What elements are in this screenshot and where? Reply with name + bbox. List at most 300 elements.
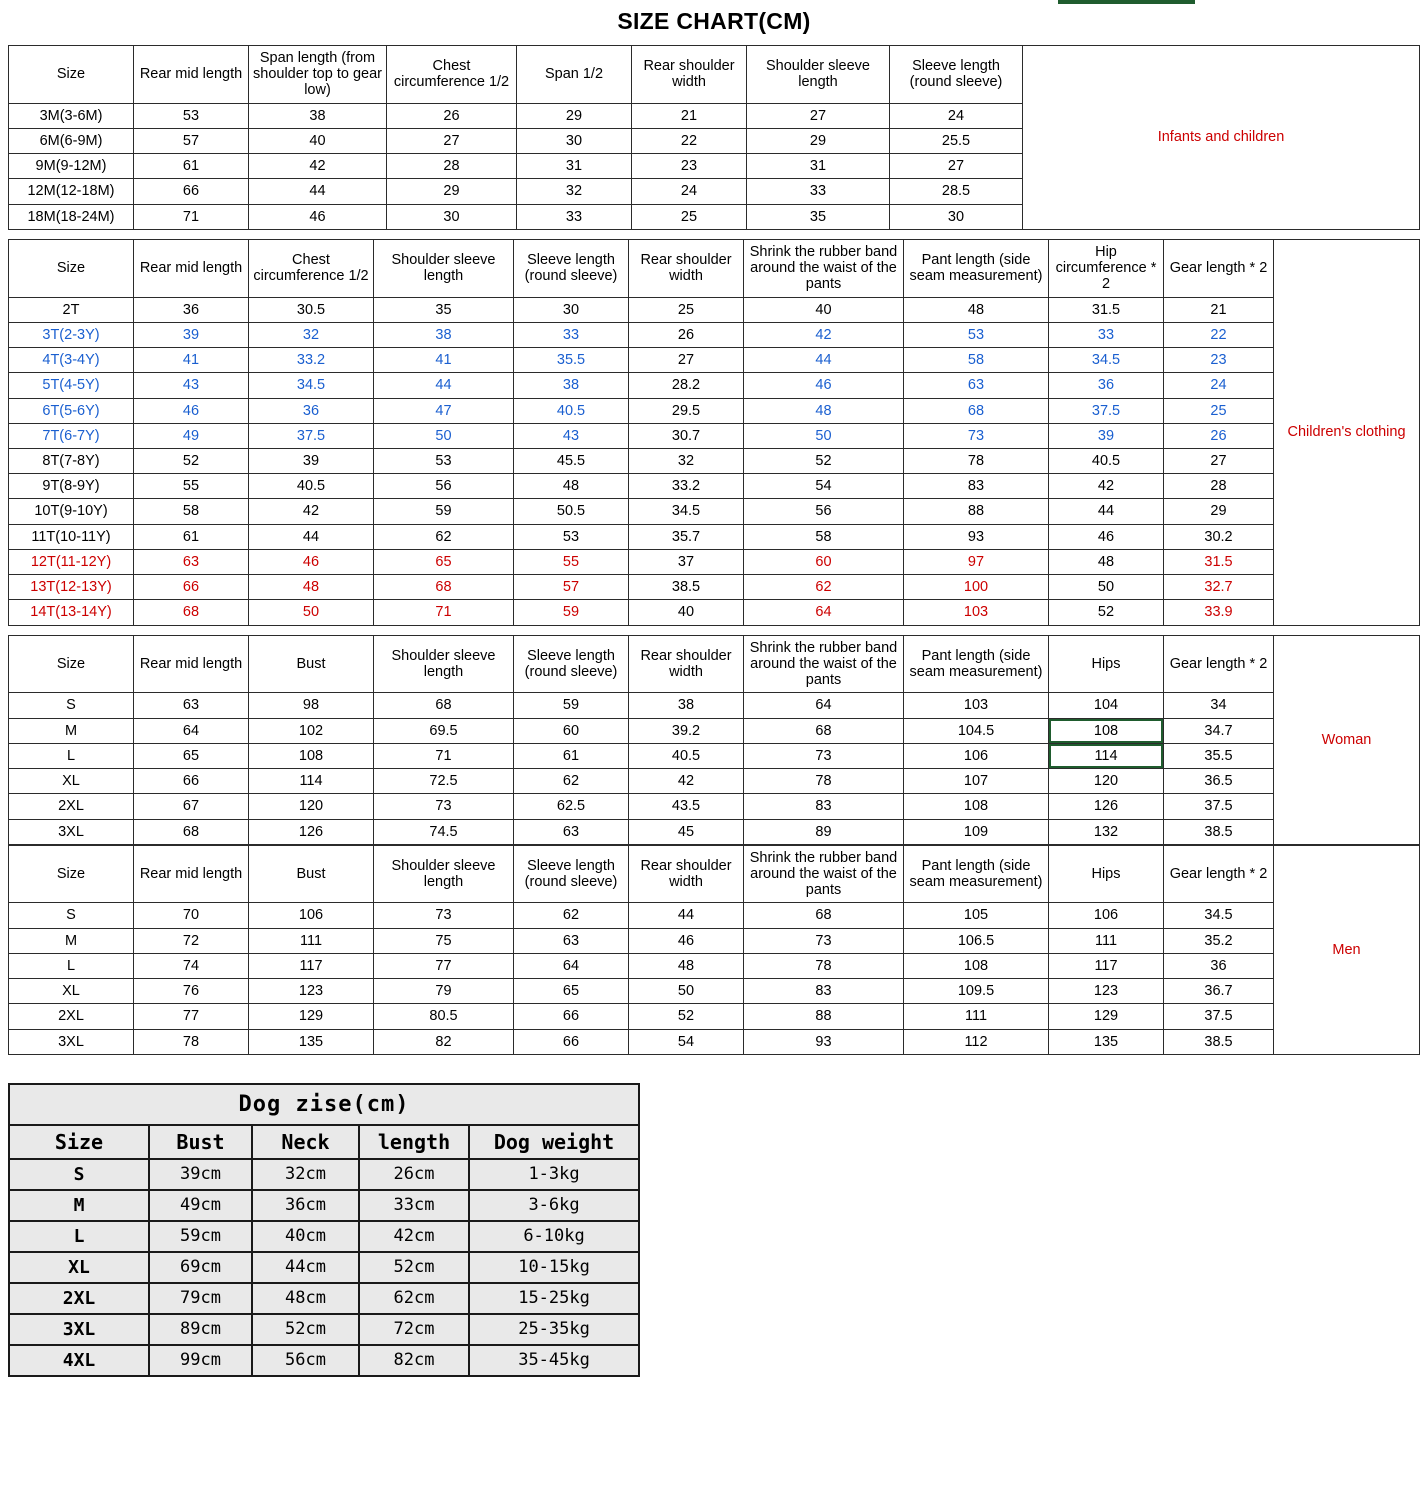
table-cell: 40.5 [514, 398, 629, 423]
table-row [9, 903, 1420, 928]
table-cell: 108 [249, 743, 374, 768]
table-cell: 123 [249, 979, 374, 1004]
table-row [9, 928, 1420, 953]
table-cell: 66 [514, 1029, 629, 1054]
table-cell: 63 [514, 819, 629, 844]
table-cell: 68 [904, 398, 1049, 423]
table-cell: 24 [890, 103, 1023, 128]
table-cell: 66 [134, 575, 249, 600]
table-cell: 78 [904, 448, 1049, 473]
column-header: Rear shoulder width [629, 845, 744, 903]
table-cell: 129 [1049, 1004, 1164, 1029]
table-cell: 34.5 [1049, 348, 1164, 373]
table-cell: 9T(8-9Y) [9, 474, 134, 499]
table-cell: 55 [514, 549, 629, 574]
table-cell: 73 [374, 794, 514, 819]
table-cell: 46 [1049, 524, 1164, 549]
table-cell: XL [9, 1252, 149, 1283]
table-cell: 111 [1049, 928, 1164, 953]
table-cell: 57 [134, 128, 249, 153]
table-cell: 36.7 [1164, 979, 1274, 1004]
table-cell: 117 [249, 953, 374, 978]
table-cell: 28.5 [890, 179, 1023, 204]
table-cell: XL [9, 769, 134, 794]
table-cell: 80.5 [374, 1004, 514, 1029]
table-cell: 97 [904, 549, 1049, 574]
table-cell: 27 [890, 154, 1023, 179]
table-cell: 50 [1049, 575, 1164, 600]
column-header: Span 1/2 [517, 46, 632, 104]
table-cell: 40.5 [629, 743, 744, 768]
table-cell: 10T(9-10Y) [9, 499, 134, 524]
table-cell: 2T [9, 297, 134, 322]
table-row [9, 297, 1420, 322]
table-row [9, 1190, 639, 1221]
table-row [9, 718, 1420, 743]
table-cell: 72 [134, 928, 249, 953]
table-cell: 27 [747, 103, 890, 128]
table-cell: 107 [904, 769, 1049, 794]
table-cell: 3XL [9, 819, 134, 844]
table-cell: 22 [1164, 322, 1274, 347]
table-cell: 106 [249, 903, 374, 928]
column-header: Rear mid length [134, 845, 249, 903]
table-cell: 120 [249, 794, 374, 819]
table-cell: 45.5 [514, 448, 629, 473]
table-cell: 71 [374, 600, 514, 625]
column-header: Sleeve length (round sleeve) [890, 46, 1023, 104]
table-cell: 57 [514, 575, 629, 600]
table-cell: 38 [514, 373, 629, 398]
table-cell: 89cm [149, 1314, 252, 1345]
table-cell: 33 [747, 179, 890, 204]
table-row [9, 600, 1420, 625]
table-cell: 114 [1049, 743, 1164, 768]
table-cell: 114 [249, 769, 374, 794]
table-cell: 30 [387, 204, 517, 229]
table-row [9, 1252, 639, 1283]
column-header: Size [9, 635, 134, 693]
table-cell: 42 [249, 154, 387, 179]
table-row [9, 398, 1420, 423]
column-header: Bust [149, 1125, 252, 1159]
column-header: Size [9, 1125, 149, 1159]
table-cell: 26 [629, 322, 744, 347]
table-cell: 55 [134, 474, 249, 499]
table-cell: 70 [134, 903, 249, 928]
table-cell: 48 [904, 297, 1049, 322]
table-row [9, 1345, 639, 1376]
table-row [9, 1283, 639, 1314]
column-header: Neck [252, 1125, 359, 1159]
table-cell: 3-6kg [469, 1190, 639, 1221]
table-cell: 39 [134, 322, 249, 347]
table-cell: 36 [1164, 953, 1274, 978]
table-cell: 104 [1049, 693, 1164, 718]
column-header: Gear length * 2 [1164, 845, 1274, 903]
table-cell: 43.5 [629, 794, 744, 819]
table-row [9, 373, 1420, 398]
table-cell: 33.2 [629, 474, 744, 499]
table-cell: 69.5 [374, 718, 514, 743]
table-cell: 78 [744, 953, 904, 978]
table-cell: 49 [134, 423, 249, 448]
table-cell: 100 [904, 575, 1049, 600]
table-cell: 35-45kg [469, 1345, 639, 1376]
table-cell: S [9, 1159, 149, 1190]
table-cell: 3XL [9, 1314, 149, 1345]
table-cell: 61 [134, 524, 249, 549]
table-cell: 33 [1049, 322, 1164, 347]
table-cell: 31.5 [1164, 549, 1274, 574]
column-header: Chest circumference 1/2 [387, 46, 517, 104]
table-cell: 75 [374, 928, 514, 953]
column-header: Sleeve length (round sleeve) [514, 635, 629, 693]
table-cell: 36.5 [1164, 769, 1274, 794]
table-cell: 32 [517, 179, 632, 204]
table-cell: 76 [134, 979, 249, 1004]
table-cell: 42 [249, 499, 374, 524]
table-cell: 39cm [149, 1159, 252, 1190]
dog-table [8, 1083, 640, 1377]
column-header: Shoulder sleeve length [374, 239, 514, 297]
table-cell: 32cm [252, 1159, 359, 1190]
table-cell: 59cm [149, 1221, 252, 1252]
table-row [9, 575, 1420, 600]
column-header: Dog weight [469, 1125, 639, 1159]
table-cell: 37.5 [1049, 398, 1164, 423]
column-header: Pant length (side seam measurement) [904, 635, 1049, 693]
table-cell: 108 [904, 794, 1049, 819]
table-cell: 28 [387, 154, 517, 179]
table-cell: 64 [744, 693, 904, 718]
table-cell: 38.5 [1164, 1029, 1274, 1054]
table-cell: 22 [632, 128, 747, 153]
table-cell: 40.5 [249, 474, 374, 499]
table-cell: 68 [134, 600, 249, 625]
table-cell: 52cm [252, 1314, 359, 1345]
group-label-men: Men [1274, 845, 1420, 1054]
table-cell: 65 [514, 979, 629, 1004]
table-cell: 40cm [252, 1221, 359, 1252]
table-cell: 32.7 [1164, 575, 1274, 600]
table-cell: 36 [134, 297, 249, 322]
table-cell: 11T(10-11Y) [9, 524, 134, 549]
column-header: Hip circumference * 2 [1049, 239, 1164, 297]
table-cell: 48 [249, 575, 374, 600]
table-cell: 26 [1164, 423, 1274, 448]
column-header: Bust [249, 635, 374, 693]
table-cell: 43 [134, 373, 249, 398]
table-row [9, 794, 1420, 819]
table-cell: 123 [1049, 979, 1164, 1004]
table-cell: 30 [517, 128, 632, 153]
column-header: Rear mid length [134, 635, 249, 693]
table-cell: 15-25kg [469, 1283, 639, 1314]
table-cell: 78 [744, 769, 904, 794]
table-cell: 103 [904, 600, 1049, 625]
table-row [9, 979, 1420, 1004]
table-cell: 52 [134, 448, 249, 473]
table-cell: 41 [134, 348, 249, 373]
table-cell: 50 [374, 423, 514, 448]
table-cell: 25-35kg [469, 1314, 639, 1345]
table-cell: 21 [632, 103, 747, 128]
table-cell: 46 [744, 373, 904, 398]
table-cell: 103 [904, 693, 1049, 718]
table-cell: 21 [1164, 297, 1274, 322]
table-cell: 106 [1049, 903, 1164, 928]
table-cell: 39 [1049, 423, 1164, 448]
table-row [9, 953, 1420, 978]
table-cell: 89 [744, 819, 904, 844]
table-cell: 63 [134, 693, 249, 718]
table-cell: 18M(18-24M) [9, 204, 134, 229]
table-cell: 79cm [149, 1283, 252, 1314]
table-cell: 5T(4-5Y) [9, 373, 134, 398]
table-cell: 31 [517, 154, 632, 179]
table-cell: 37.5 [1164, 1004, 1274, 1029]
table-cell: 135 [1049, 1029, 1164, 1054]
table-cell: 88 [744, 1004, 904, 1029]
table-cell: 73 [904, 423, 1049, 448]
table-cell: 26cm [359, 1159, 469, 1190]
table-row [9, 1159, 639, 1190]
table-cell: 56 [374, 474, 514, 499]
table-cell: 73 [744, 743, 904, 768]
table-cell: 6-10kg [469, 1221, 639, 1252]
table-cell: 88 [904, 499, 1049, 524]
table-cell: 52 [1049, 600, 1164, 625]
column-header: Pant length (side seam measurement) [904, 845, 1049, 903]
table-cell: L [9, 953, 134, 978]
table-cell: 64 [134, 718, 249, 743]
table-row [9, 769, 1420, 794]
woman-table [8, 635, 1420, 845]
column-header: Chest circumference 1/2 [249, 239, 374, 297]
column-header: Rear shoulder width [632, 46, 747, 104]
table-cell: 65 [134, 743, 249, 768]
table-cell: 66 [514, 1004, 629, 1029]
table-cell: 104.5 [904, 718, 1049, 743]
table-cell: 54 [744, 474, 904, 499]
column-header: Shoulder sleeve length [374, 845, 514, 903]
table-cell: 78 [134, 1029, 249, 1054]
table-cell: 6M(6-9M) [9, 128, 134, 153]
table-cell: 37.5 [1164, 794, 1274, 819]
table-cell: 74 [134, 953, 249, 978]
table-cell: 66 [134, 769, 249, 794]
table-cell: 23 [632, 154, 747, 179]
infants-table [8, 45, 1420, 230]
table-cell: 50 [249, 600, 374, 625]
table-cell: 60 [744, 549, 904, 574]
table-cell: 33.9 [1164, 600, 1274, 625]
column-header: Rear shoulder width [629, 239, 744, 297]
table-cell: 68 [744, 718, 904, 743]
column-header: Pant length (side seam measurement) [904, 239, 1049, 297]
table-cell: 73 [744, 928, 904, 953]
table-cell: 12M(12-18M) [9, 179, 134, 204]
table-cell: 59 [514, 600, 629, 625]
table-row [9, 1221, 639, 1252]
table-cell: 30.5 [249, 297, 374, 322]
page-title: SIZE CHART(CM) [617, 8, 811, 34]
children-table [8, 239, 1420, 626]
table-row [9, 322, 1420, 347]
table-cell: 46 [249, 549, 374, 574]
column-header: Size [9, 239, 134, 297]
table-cell: 54 [629, 1029, 744, 1054]
table-cell: 52cm [359, 1252, 469, 1283]
table-cell: 4T(3-4Y) [9, 348, 134, 373]
table-cell: 39 [249, 448, 374, 473]
table-cell: 126 [1049, 794, 1164, 819]
table-cell: 60 [514, 718, 629, 743]
table-cell: 38.5 [629, 575, 744, 600]
table-cell: 3T(2-3Y) [9, 322, 134, 347]
column-header: Rear mid length [134, 239, 249, 297]
table-cell: 23 [1164, 348, 1274, 373]
table-header-row [9, 239, 1420, 297]
column-header: Sleeve length (round sleeve) [514, 845, 629, 903]
table-cell: 33.2 [249, 348, 374, 373]
table-cell: 49cm [149, 1190, 252, 1221]
table-cell: 117 [1049, 953, 1164, 978]
table-cell: 13T(12-13Y) [9, 575, 134, 600]
table-cell: 58 [904, 348, 1049, 373]
column-header: Size [9, 46, 134, 104]
column-header: Bust [249, 845, 374, 903]
table-cell: 29.5 [629, 398, 744, 423]
table-cell: 44 [744, 348, 904, 373]
table-cell: S [9, 903, 134, 928]
table-row [9, 743, 1420, 768]
table-cell: 102 [249, 718, 374, 743]
table-cell: 66 [134, 179, 249, 204]
table-cell: 40 [249, 128, 387, 153]
table-cell: 48cm [252, 1283, 359, 1314]
table-cell: 63 [514, 928, 629, 953]
table-cell: M [9, 718, 134, 743]
table-row [9, 1314, 639, 1345]
table-cell: 1-3kg [469, 1159, 639, 1190]
men-table [8, 845, 1420, 1055]
table-cell: 65 [374, 549, 514, 574]
table-row [9, 524, 1420, 549]
table-cell: 3M(3-6M) [9, 103, 134, 128]
table-cell: 46 [134, 398, 249, 423]
table-cell: 106.5 [904, 928, 1049, 953]
table-cell: 2XL [9, 794, 134, 819]
group-label-woman: Woman [1274, 635, 1420, 844]
table-cell: 36cm [252, 1190, 359, 1221]
table-cell: 24 [1164, 373, 1274, 398]
table-cell: L [9, 743, 134, 768]
column-header: Gear length * 2 [1164, 635, 1274, 693]
table-cell: 37.5 [249, 423, 374, 448]
table-cell: 129 [249, 1004, 374, 1029]
table-cell: 68 [134, 819, 249, 844]
table-cell: 30 [890, 204, 1023, 229]
table-row [9, 1029, 1420, 1054]
table-cell: 44 [249, 179, 387, 204]
group-label-infants: Infants and children [1023, 46, 1420, 230]
table-cell: 32 [629, 448, 744, 473]
table-cell: 93 [904, 524, 1049, 549]
table-cell: 77 [134, 1004, 249, 1029]
column-header: Shrink the rubber band around the waist of the pants [744, 239, 904, 297]
table-cell: 40 [744, 297, 904, 322]
dog-title-row [9, 1084, 639, 1125]
table-cell: 62 [374, 524, 514, 549]
table-cell: 4XL [9, 1345, 149, 1376]
table-cell: 69cm [149, 1252, 252, 1283]
table-cell: 63 [904, 373, 1049, 398]
table-cell: 44 [374, 373, 514, 398]
table-cell: 3XL [9, 1029, 134, 1054]
table-cell: 93 [744, 1029, 904, 1054]
table-cell: 25 [629, 297, 744, 322]
table-cell: 135 [249, 1029, 374, 1054]
table-cell: 111 [249, 928, 374, 953]
table-row [9, 549, 1420, 574]
table-row [9, 693, 1420, 718]
table-cell: 31.5 [1049, 297, 1164, 322]
column-header: Span length (from shoulder top to gear low) [249, 46, 387, 104]
table-header-row [9, 46, 1420, 104]
table-cell: 6T(5-6Y) [9, 398, 134, 423]
table-cell: 62.5 [514, 794, 629, 819]
table-row [9, 819, 1420, 844]
table-row [9, 448, 1420, 473]
table-cell: 44 [1049, 499, 1164, 524]
table-cell: 29 [747, 128, 890, 153]
table-cell: 62 [514, 769, 629, 794]
table-cell: 34.5 [629, 499, 744, 524]
table-cell: 68 [374, 575, 514, 600]
table-cell: 52 [744, 448, 904, 473]
table-cell: 58 [134, 499, 249, 524]
table-cell: 38.5 [1164, 819, 1274, 844]
column-header: Hips [1049, 845, 1164, 903]
table-cell: 32 [249, 322, 374, 347]
table-cell: 83 [744, 979, 904, 1004]
table-cell: 29 [1164, 499, 1274, 524]
table-cell: 24 [632, 179, 747, 204]
column-header: Sleeve length (round sleeve) [514, 239, 629, 297]
dog-table-title: Dog zise(cm) [9, 1084, 639, 1125]
table-cell: 2XL [9, 1283, 149, 1314]
table-cell: 52 [629, 1004, 744, 1029]
table-cell: 48 [1049, 549, 1164, 574]
table-cell: XL [9, 979, 134, 1004]
table-cell: 7T(6-7Y) [9, 423, 134, 448]
table-cell: 25 [632, 204, 747, 229]
table-cell: 35 [747, 204, 890, 229]
table-cell: 35.5 [514, 348, 629, 373]
table-cell: 111 [904, 1004, 1049, 1029]
table-header-row [9, 635, 1420, 693]
table-cell: 74.5 [374, 819, 514, 844]
table-cell: 58 [744, 524, 904, 549]
table-cell: 47 [374, 398, 514, 423]
table-cell: 72cm [359, 1314, 469, 1345]
column-header: Rear shoulder width [629, 635, 744, 693]
column-header: Shoulder sleeve length [747, 46, 890, 104]
table-cell: 44cm [252, 1252, 359, 1283]
table-cell: 12T(11-12Y) [9, 549, 134, 574]
